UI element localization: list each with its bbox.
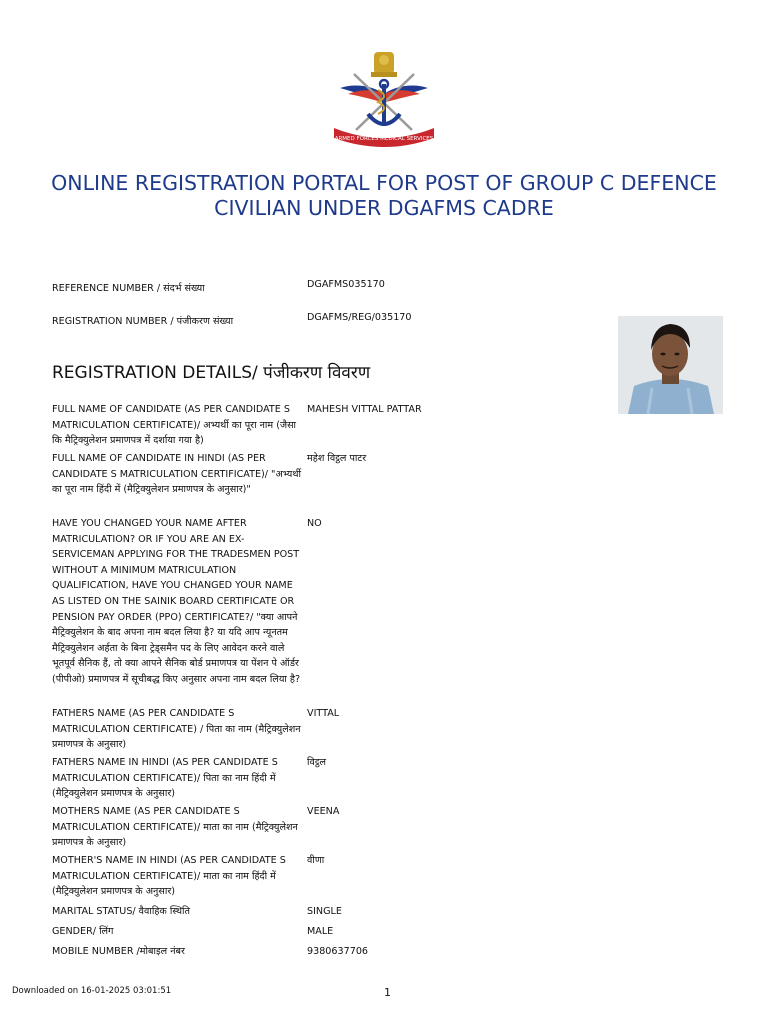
detail-label: MARITAL STATUS/ वैवाहिक स्थिति <box>52 906 190 917</box>
afms-emblem-logo <box>330 44 438 148</box>
detail-label: FULL NAME OF CANDIDATE (AS PER CANDIDATE S MATRICULATION CERTIFICATE)/ अभ्यर्थी का पूरा नाम (जैसा कि मैट्रिक्युलेशन प्रमाणपत्र में दर्शाया गया है) <box>52 404 297 447</box>
detail-row-gender <box>52 924 472 944</box>
detail-row-mothers-name-hindi <box>52 853 472 904</box>
detail-label: GENDER/ लिंग <box>52 926 114 937</box>
title-line-1: ONLINE REGISTRATION PORTAL FOR POST OF GROUP C DEFENCE <box>51 171 717 195</box>
detail-label: FULL NAME OF CANDIDATE IN HINDI (AS PER CANDIDATE S MATRICULATION CERTIFICATE)/ "अभ्यर्थी का पूरा नाम हिंदी में (मैट्रिक्युलेशन प्रमाणपत्र के अनुसार)" <box>52 453 301 496</box>
detail-value: विट्ठल <box>307 757 327 768</box>
title-line-2: CIVILIAN UNDER DGAFMS CADRE <box>214 196 554 220</box>
detail-row-name-changed <box>52 516 472 706</box>
detail-row-mobile-number <box>52 944 472 964</box>
registration-number-value: DGAFMS/REG/035170 <box>307 312 412 323</box>
detail-value: NO <box>307 518 322 529</box>
page-title <box>40 171 728 221</box>
registration-details-heading: REGISTRATION DETAILS/ पंजीकरण विवरण <box>52 363 371 383</box>
detail-label: HAVE YOU CHANGED YOUR NAME AFTER MATRICULATION? OR IF YOU ARE AN EX-SERVICEMAN APPLYING FOR THE TRADESMEN POST WITHOUT A MINIMUM MATRICULATION QUALIFICATION, HAVE YOU CHANGED YOUR NAME AS LISTED ON THE SAINIK BOARD CERTIFICATE OR PENSION PAY ORDER (PPO) CERTIFICATE?/ "क्या आपने मैट्रिक्युलेशन के बाद अपना नाम बदल लिया है? या यदि आप न्यूनतम मैट्रिक्युलेशन अर्हता के बिना ट्रेड्समैन पद के लिए आवेदन करने वाले भूतपूर्व सैनिक हैं, तो क्या आपने सैनिक बोर्ड प्रमाणपत्र या पेंशन पे ऑर्डर (पीपीओ) प्रमाणपत्र में सूचीबद्ध किए अनुसार अपना नाम बदल लिया है? <box>52 518 301 685</box>
detail-value: महेश विट्ठल पाटर <box>307 453 367 464</box>
detail-row-full-name-hindi <box>52 451 472 516</box>
registration-details-table <box>52 402 472 964</box>
detail-label: MOTHERS NAME (AS PER CANDIDATE S MATRICULATION CERTIFICATE)/ माता का नाम (मैट्रिक्युलेशन प्रमाणपत्र के अनुसार) <box>52 806 298 849</box>
detail-row-full-name <box>52 402 472 451</box>
detail-row-fathers-name <box>52 706 472 755</box>
download-timestamp: Downloaded on 16-01-2025 03:01:51 <box>12 986 172 996</box>
detail-label: MOTHER'S NAME IN HINDI (AS PER CANDIDATE S MATRICULATION CERTIFICATE)/ माता का नाम हिंदी में (मैट्रिक्युलेशन प्रमाणपत्र के अनुसार) <box>52 855 286 898</box>
detail-value: वीणा <box>307 855 325 866</box>
detail-label: MOBILE NUMBER /मोबाइल नंबर <box>52 946 185 957</box>
registration-number-label: REGISTRATION NUMBER / पंजीकरण संख्या <box>52 316 234 327</box>
candidate-photo <box>618 316 723 414</box>
detail-row-fathers-name-hindi <box>52 755 472 804</box>
detail-value: SINGLE <box>307 906 342 917</box>
detail-value: MAHESH VITTAL PATTAR <box>307 404 422 415</box>
reference-number-value: DGAFMS035170 <box>307 279 385 290</box>
detail-row-marital-status <box>52 904 472 924</box>
detail-value: VEENA <box>307 806 340 817</box>
detail-value: VITTAL <box>307 708 340 719</box>
detail-value: 9380637706 <box>307 946 369 957</box>
detail-label: FATHERS NAME IN HINDI (AS PER CANDIDATE S MATRICULATION CERTIFICATE)/ पिता का नाम हिंदी में (मैट्रिक्युलेशन प्रमाणपत्र के अनुसार) <box>52 757 278 800</box>
detail-row-mothers-name <box>52 804 472 853</box>
page-number: 1 <box>384 986 391 999</box>
detail-value: MALE <box>307 926 334 937</box>
reference-number-label: REFERENCE NUMBER / संदर्भ संख्या <box>52 283 205 294</box>
logo-banner-text: ARMED FORCES MEDICAL SERVICES <box>334 136 434 142</box>
detail-label: FATHERS NAME (AS PER CANDIDATE S MATRICULATION CERTIFICATE) / पिता का नाम (मैट्रिक्युलेशन प्रमाणपत्र के अनुसार) <box>52 708 301 751</box>
